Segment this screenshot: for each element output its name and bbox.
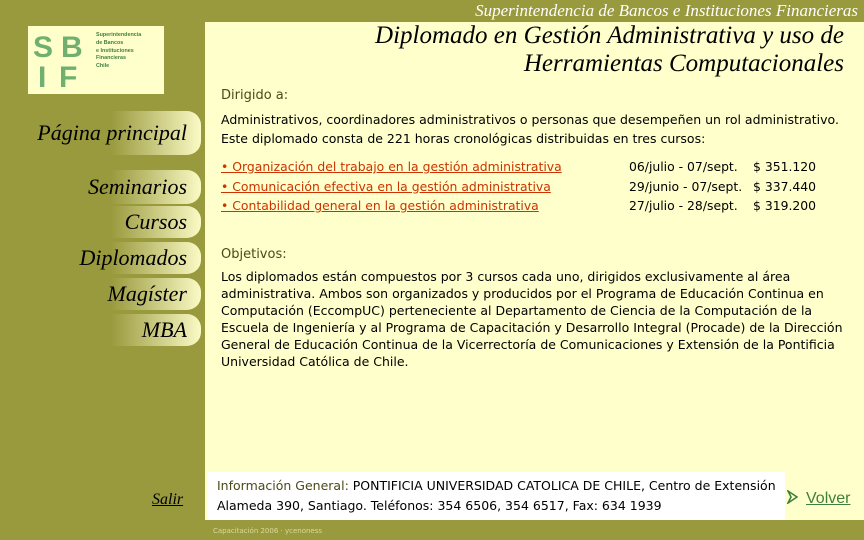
address-text: Alameda 390, Santiago. Teléfonos: 354 6506, 354 6517, Fax: 634 1939 — [217, 498, 662, 513]
page-title-line: Diplomado en Gestión Administrativa y uso de — [375, 22, 844, 49]
logo-caption — [96, 32, 141, 71]
logo-letter-s: S — [33, 31, 54, 64]
nav-item-masters[interactable] — [0, 278, 201, 310]
objectives-heading: Objetivos: — [221, 247, 287, 262]
exit-link[interactable]: Salir — [152, 491, 184, 508]
back-link-label: Volver — [806, 490, 851, 507]
course-price: $ 351.120 — [753, 159, 817, 174]
sbif-logo-mark — [32, 29, 96, 91]
audience-text: Administrativos, coordinadores administrativos o personas que desempeñen un rol administrativo. Este diplomado consta de 221 horas cronológicas distribuidas en tres cursos: — [221, 112, 839, 146]
nav-item-label: Diplomados — [79, 245, 187, 270]
course-link[interactable]: • Contabilidad general en la gestión administrativa — [221, 198, 539, 213]
page-title — [375, 22, 844, 78]
info-label: Información General: — [217, 478, 349, 493]
logo-caption-line: Chile — [96, 63, 110, 70]
course-link[interactable]: • Organización del trabajo en la gestión administrativa — [221, 159, 562, 174]
nav-item-courses[interactable] — [0, 206, 201, 238]
back-link[interactable] — [787, 490, 850, 508]
course-price: $ 337.440 — [753, 178, 817, 194]
nav-item-seminars[interactable] — [0, 170, 201, 204]
nav-item-label: Página principal — [37, 120, 187, 145]
nav-item-home[interactable] — [0, 111, 201, 155]
nav-item-label: Seminarios — [88, 174, 187, 199]
course-price: $ 319.200 — [753, 198, 817, 213]
logo-caption-line: Superintendencia — [96, 32, 142, 38]
sbif-logo[interactable] — [28, 26, 164, 94]
course-dates: 27/julio - 28/sept. — [629, 198, 738, 213]
org-name: Superintendencia de Bancos e Instituciones Financieras — [475, 1, 858, 20]
objectives-text: Los diplomados están compuestos por 3 cursos cada uno, dirigidos exclusivamente al área administrativa. Ambos son organizados y producidos por el Programa de Educación Continua en Computación (EccompUC) perteneciente al Departamento de Ciencia de la Computación de la Escuela de Ingeniería y al Programa de Capacitación y Desarrollo Integral (Procade) de la Dirección General de Educación Continua de la Vicerrectoría de Comunicaciones y Extensión de la Pontificia Universidad Católica de Chile. — [221, 269, 843, 369]
nav-item-label: MBA — [141, 317, 187, 342]
logo-caption-line: Financieras — [96, 55, 126, 62]
nav-item-mba[interactable] — [0, 314, 201, 346]
logo-letter-i: I — [38, 61, 47, 91]
logo-caption-line: de Bancos — [96, 39, 124, 46]
footer-note: Capacitación 2006 · ycenoness — [213, 527, 323, 535]
logo-caption-line: e Instituciones — [96, 47, 134, 54]
logo-letter-f: F — [59, 61, 78, 91]
course-link[interactable]: • Comunicación efectiva en la gestión administrativa — [221, 178, 551, 194]
info-line — [217, 476, 779, 496]
nav-item-diplomas[interactable] — [0, 242, 201, 274]
top-banner — [205, 0, 864, 22]
logo-letter-b: B — [61, 31, 83, 64]
nav-item-label: Cursos — [124, 209, 187, 234]
course-row — [221, 177, 831, 197]
general-info-box — [207, 472, 785, 520]
page-title-line: Herramientas Computacionales — [523, 50, 844, 77]
audience-heading: Dirigido a: — [221, 88, 289, 103]
arrow-right-icon — [787, 490, 798, 504]
course-row — [221, 157, 831, 177]
course-list — [221, 157, 831, 216]
nav-item-label: Magíster — [107, 281, 187, 306]
course-dates: 29/junio - 07/sept. — [629, 178, 743, 194]
info-text: PONTIFICIA UNIVERSIDAD CATOLICA DE CHILE, Centro de Extensión — [348, 478, 776, 493]
footer-bar — [205, 520, 864, 540]
course-dates: 06/julio - 07/sept. — [629, 159, 738, 174]
course-row — [221, 196, 831, 216]
sidebar — [0, 0, 205, 540]
